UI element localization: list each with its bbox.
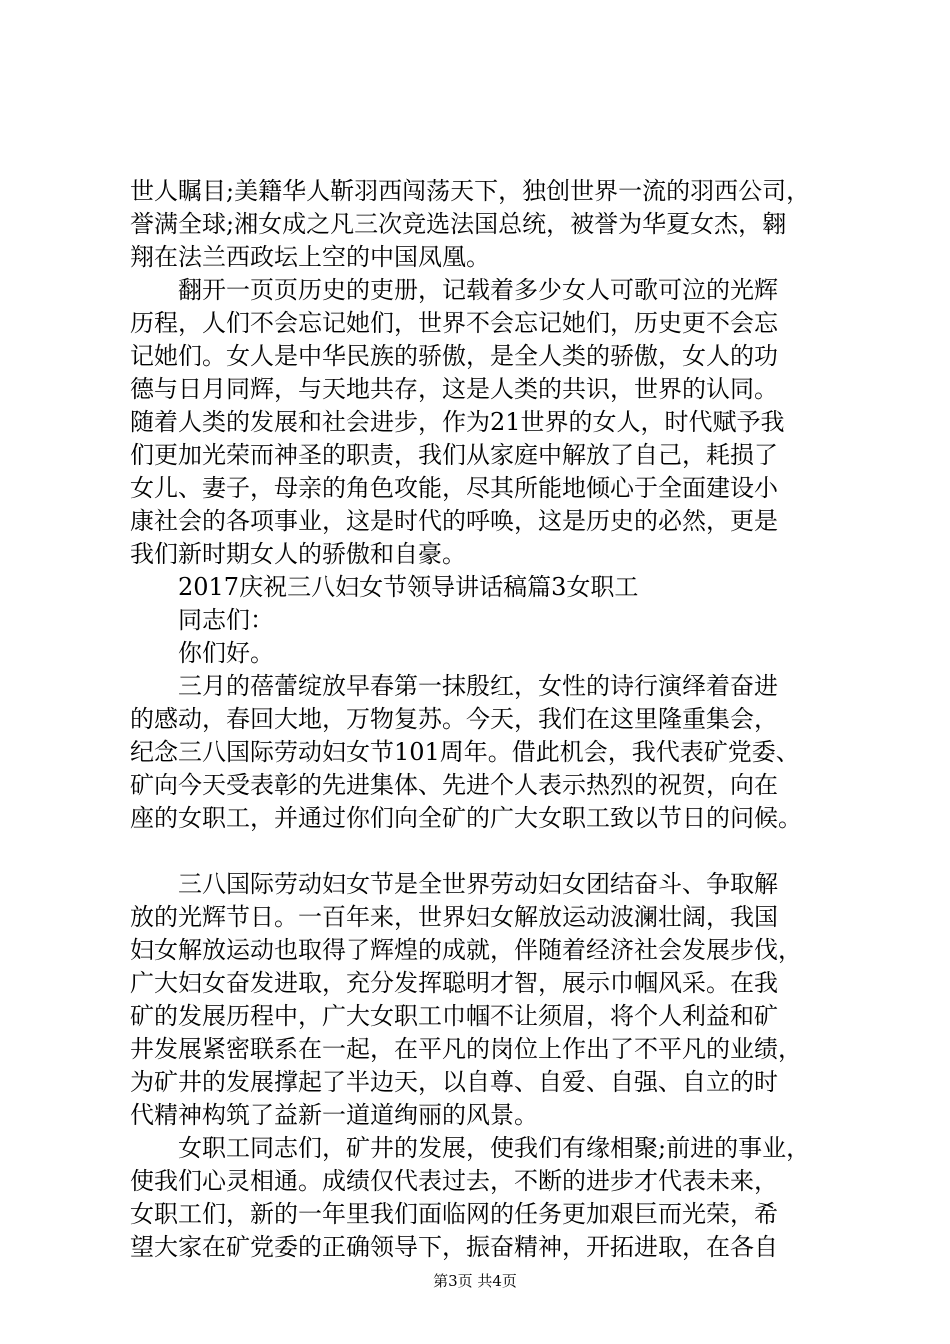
text-line: 历程，人们不会忘记她们，世界不会忘记她们，历史更不会忘 [130,309,778,337]
text-line: 妇女解放运动也取得了辉煌的成就，伴随着经济社会发展步伐， [130,936,802,964]
text-line: 你们好。 [178,639,274,667]
text-line: 座的女职工，并通过你们向全矿的广大女职工致以节日的问候。 [130,804,802,832]
text-line: 随着人类的发展和社会进步，作为21世界的女人，时代赋予我 [130,408,785,436]
text-line: 翻开一页页历史的吏册，记载着多少女人可歌可泣的光辉 [178,276,778,304]
text-line: 同志们： [178,606,274,634]
blank-line [130,835,850,868]
text-line: 望大家在矿党委的正确领导下，振奋精神，开拓进取，在各自 [130,1233,778,1261]
text-line: 纪念三八国际劳动妇女节101周年。借此机会，我代表矿党委、 [130,738,800,766]
text-line: 三八国际劳动妇女节是全世界劳动妇女团结奋斗、争取解 [178,870,778,898]
text-line: 2017庆祝三八妇女节领导讲话稿篇3女职工 [178,573,639,601]
text-line: 的感动，春回大地，万物复苏。今天，我们在这里隆重集会， [130,705,778,733]
text-line: 矿向今天受表彰的先进集体、先进个人表示热烈的祝贺，向在 [130,771,778,799]
text-line: 广大妇女奋发进取，充分发挥聪明才智，展示巾帼风采。在我 [130,969,778,997]
document-body [130,175,850,1264]
text-line: 女职工们，新的一年里我们面临网的任务更加艰巨而光荣，希 [130,1200,778,1228]
text-line: 誉满全球;湘女成之凡三次竞选法国总统，被誉为华夏女杰，翱 [130,210,787,238]
text-line: 记她们。女人是中华民族的骄傲，是全人类的骄傲，女人的功 [130,342,778,370]
text-line: 女儿、妻子，母亲的角色攻能，尽其所能地倾心于全面建设小 [130,474,778,502]
text-line: 德与日月同辉，与天地共存，这是人类的共识，世界的认同。 [130,375,778,403]
page-footer: 第3页 共4页 [433,1272,517,1290]
text-line: 放的光辉节日。一百年来，世界妇女解放运动波澜壮阔，我国 [130,903,778,931]
text-line: 世人瞩目;美籍华人靳羽西闯荡天下，独创世界一流的羽西公司， [130,177,811,205]
text-line: 代精神构筑了益新一道道绚丽的风景。 [130,1101,538,1129]
text-line: 三月的蓓蕾绽放早春第一抹殷红，女性的诗行演绎着奋进 [178,672,778,700]
text-line: 为矿井的发展撑起了半边天，以自尊、自爱、自强、自立的时 [130,1068,778,1096]
text-line: 使我们心灵相通。成绩仅代表过去，不断的进步才代表未来， [130,1167,778,1195]
text-line: 女职工同志们，矿井的发展，使我们有缘相聚;前进的事业， [178,1134,811,1162]
text-line: 们更加光荣而神圣的职责，我们从家庭中解放了自己，耗损了 [130,441,778,469]
text-line: 康社会的各项事业，这是时代的呼唤，这是历史的必然，更是 [130,507,778,535]
text-line: 矿的发展历程中，广大女职工巾帼不让须眉，将个人利益和矿 [130,1002,778,1030]
text-line: 井发展紧密联系在一起，在平凡的岗位上作出了不平凡的业绩， [130,1035,802,1063]
text-line: 我们新时期女人的骄傲和自豪。 [130,540,466,568]
text-line: 翔在法兰西政坛上空的中国凤凰。 [130,243,490,271]
